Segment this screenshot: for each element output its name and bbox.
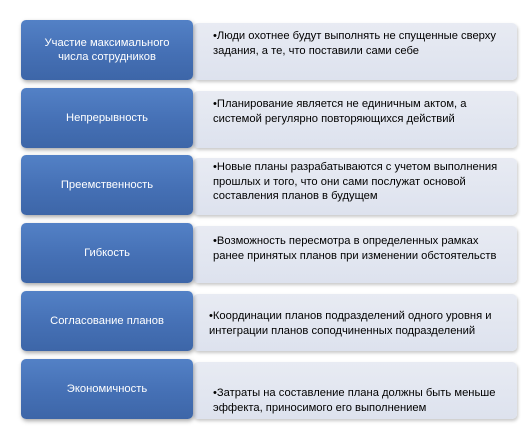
principle-description-box (193, 91, 517, 148)
principle-label-box (21, 155, 193, 215)
principle-label-box (21, 223, 193, 283)
principle-description-box (193, 226, 517, 283)
principle-row-succession (21, 155, 517, 215)
principle-description-box (193, 294, 517, 351)
principle-label: Согласование планов (50, 314, 164, 327)
principle-label: Гибкость (84, 246, 130, 259)
principle-row-continuity (21, 88, 517, 148)
principle-description: •Планирование является не единичным актом, а системой регулярно повторяющихся действий (213, 98, 467, 125)
principle-description: •Затраты на составление плана должны быть меньше эффекта, приносимого его выполнением (213, 387, 496, 414)
principle-label: Экономичность (66, 382, 148, 395)
principle-label-box (21, 88, 193, 148)
principle-description: •Возможность пересмотра в определенных рамках ранее принятых планов при изменении обстоятельств (213, 235, 497, 262)
principle-description: •Координации планов подразделений одного уровня и интеграции планов соподчиненных подразделений (209, 310, 492, 337)
principle-row-participation (21, 20, 517, 80)
principle-label-box (21, 291, 193, 351)
principle-description: •Новые планы разрабатываются с учетом выполнения прошлых и того, что они сами послужат основой составления планов в будущем (213, 161, 498, 202)
principle-description: •Люди охотнее будут выполнять не спущенные сверху задания, а те, что поставили сами себе (213, 30, 496, 57)
principle-label-box (21, 359, 193, 419)
principle-label: Преемственность (60, 178, 154, 191)
principle-description-box (193, 362, 517, 419)
principle-label: Непрерывность (66, 111, 148, 124)
principle-row-economy (21, 359, 517, 419)
principle-description-box (193, 23, 517, 80)
principle-label: Участие максимального числа сотрудников (44, 36, 170, 63)
principle-row-flexibility (21, 223, 517, 283)
principle-label-box (21, 20, 193, 80)
principle-description-box (193, 158, 517, 215)
principle-row-coordination (21, 291, 517, 351)
